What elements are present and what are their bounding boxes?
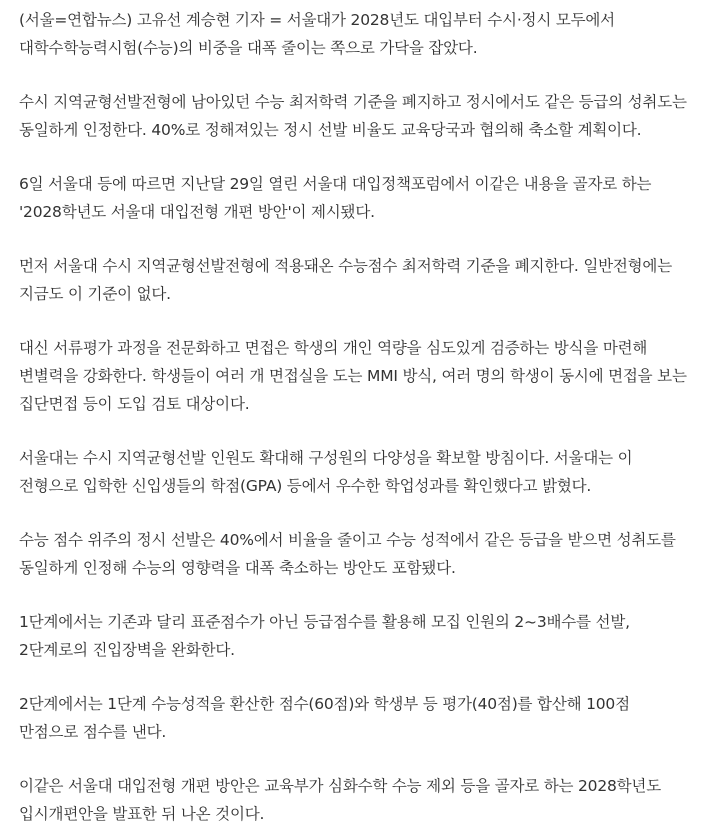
paragraph-5: 대신 서류평가 과정을 전문화하고 면접은 학생의 개인 역량을 심도있게 검증하는 방식을 마련해 변별력을 강화한다. 학생들이 여러 개 면접실을 도는 MMI 방식, 여러 명의 학생이 동시에 면접을 보는 집단면접 등이 도입 검토 대상이다. — [19, 339, 687, 413]
paragraph-2: 수시 지역균형선발전형에 남아있던 수능 최저학력 기준을 폐지하고 정시에서도 같은 등급의 성취도는 동일하게 인정한다. 40%로 정해져있는 정시 선발 비율도 교육당국과 협의해 축소할 계획이다. — [19, 93, 687, 139]
paragraph-9: 2단계에서는 1단계 수능성적을 환산한 점수(60점)와 학생부 등 평가(40점)를 합산해 100점 만점으로 점수를 낸다. — [19, 695, 630, 741]
paragraph-6: 서울대는 수시 지역균형선발 인원도 확대해 구성원의 다양성을 확보할 방침이다. 서울대는 이 전형으로 입학한 신입생들의 학점(GPA) 등에서 우수한 학업성과를 확인했다고 밝혔다. — [19, 449, 633, 495]
article-body — [19, 6, 689, 828]
paragraph-4: 먼저 서울대 수시 지역균형선발전형에 적용돼온 수능점수 최저학력 기준을 폐지한다. 일반전형에는 지금도 이 기준이 없다. — [19, 257, 672, 303]
paragraph-10: 이같은 서울대 대입전형 개편 방안은 교육부가 심화수학 수능 제외 등을 골자로 하는 2028학년도 입시개편안을 발표한 뒤 나온 것이다. — [19, 777, 661, 823]
paragraph-8: 1단계에서는 기존과 달리 표준점수가 아닌 등급점수를 활용해 모집 인원의 2~3배수를 선발, 2단계로의 진입장벽을 완화한다. — [19, 613, 630, 659]
paragraph-3: 6일 서울대 등에 따르면 지난달 29일 열린 서울대 대입정책포럼에서 이같은 내용을 골자로 하는 '2028학년도 서울대 대입전형 개편 방안'이 제시됐다. — [19, 175, 652, 221]
paragraph-lede: (서울=연합뉴스) 고유선 계승현 기자 = 서울대가 2028년도 대입부터 수시·정시 모두에서 대학수학능력시험(수능)의 비중을 대폭 줄이는 쪽으로 가닥을 잡았다. — [19, 11, 615, 57]
paragraph-7: 수능 점수 위주의 정시 선발은 40%에서 비율을 줄이고 수능 성적에서 같은 등급을 받으면 성취도를 동일하게 인정해 수능의 영향력을 대폭 축소하는 방안도 포함됐다. — [19, 531, 676, 577]
